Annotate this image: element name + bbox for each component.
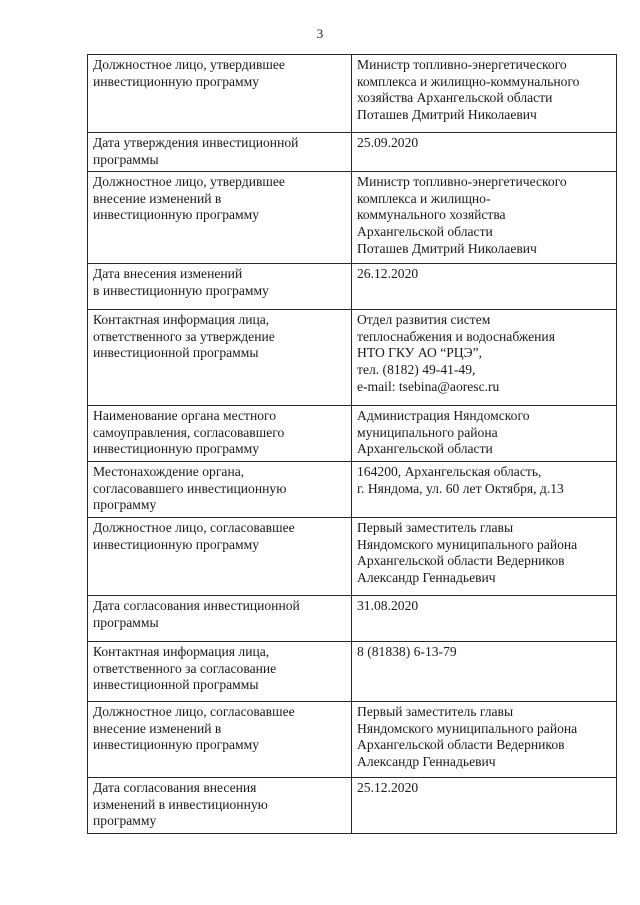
table-row (88, 596, 617, 642)
row-label: Должностное лицо, согласовавшее инвестиционную программу (88, 518, 352, 596)
table-row (88, 642, 617, 702)
row-label: Должностное лицо, согласовавшее внесение изменений в инвестиционную программу (88, 702, 352, 778)
row-label: Дата согласования внесения изменений в инвестиционную программу (88, 778, 352, 834)
row-label: Дата утверждения инвестиционной программы (88, 133, 352, 172)
row-value: 31.08.2020 (352, 596, 617, 642)
row-value: Первый заместитель главы Няндомского муниципального района Архангельской области Ведерников Александр Геннадьевич (352, 518, 617, 596)
row-value: Отдел развития систем теплоснабжения и водоснабжения НТО ГКУ АО “РЦЭ”, тел. (8182) 49-41-49, e-mail: tsebina@aoresc.ru (352, 310, 617, 406)
table-row (88, 462, 617, 518)
row-label: Дата согласования инвестиционной программы (88, 596, 352, 642)
table-row (88, 310, 617, 406)
table-row (88, 778, 617, 834)
table-row (88, 133, 617, 172)
page-number: 3 (316, 26, 324, 41)
row-label: Дата внесения изменений в инвестиционную программу (88, 264, 352, 310)
row-label: Наименование органа местного самоуправления, согласовавшего инвестиционную программу (88, 406, 352, 462)
row-value: Первый заместитель главы Няндомского муниципального района Архангельской области Ведерников Александр Геннадьевич (352, 702, 617, 778)
row-value: 26.12.2020 (352, 264, 617, 310)
row-label: Местонахождение органа, согласовавшего инвестиционную программу (88, 462, 352, 518)
row-value: Министр топливно-энергетического комплекса и жилищно-коммунального хозяйства Архангельской области Поташев Дмитрий Николаевич (352, 55, 617, 133)
row-label: Контактная информация лица, ответственного за согласование инвестиционной программы (88, 642, 352, 702)
table-row (88, 518, 617, 596)
row-label: Должностное лицо, утвердившее внесение изменений в инвестиционную программу (88, 172, 352, 264)
row-value: Администрация Няндомского муниципального района Архангельской области (352, 406, 617, 462)
row-value: 8 (81838) 6-13-79 (352, 642, 617, 702)
table-row (88, 702, 617, 778)
table-row (88, 172, 617, 264)
row-value: Министр топливно-энергетического комплекса и жилищно- коммунального хозяйства Архангельской области Поташев Дмитрий Николаевич (352, 172, 617, 264)
row-value: 25.09.2020 (352, 133, 617, 172)
investment-program-info-table (87, 54, 617, 834)
table-row (88, 55, 617, 133)
row-value: 164200, Архангельская область, г. Няндома, ул. 60 лет Октября, д.13 (352, 462, 617, 518)
row-label: Должностное лицо, утвердившее инвестиционную программу (88, 55, 352, 133)
table-row (88, 406, 617, 462)
table-row (88, 264, 617, 310)
row-label: Контактная информация лица, ответственного за утверждение инвестиционной программы (88, 310, 352, 406)
row-value: 25.12.2020 (352, 778, 617, 834)
